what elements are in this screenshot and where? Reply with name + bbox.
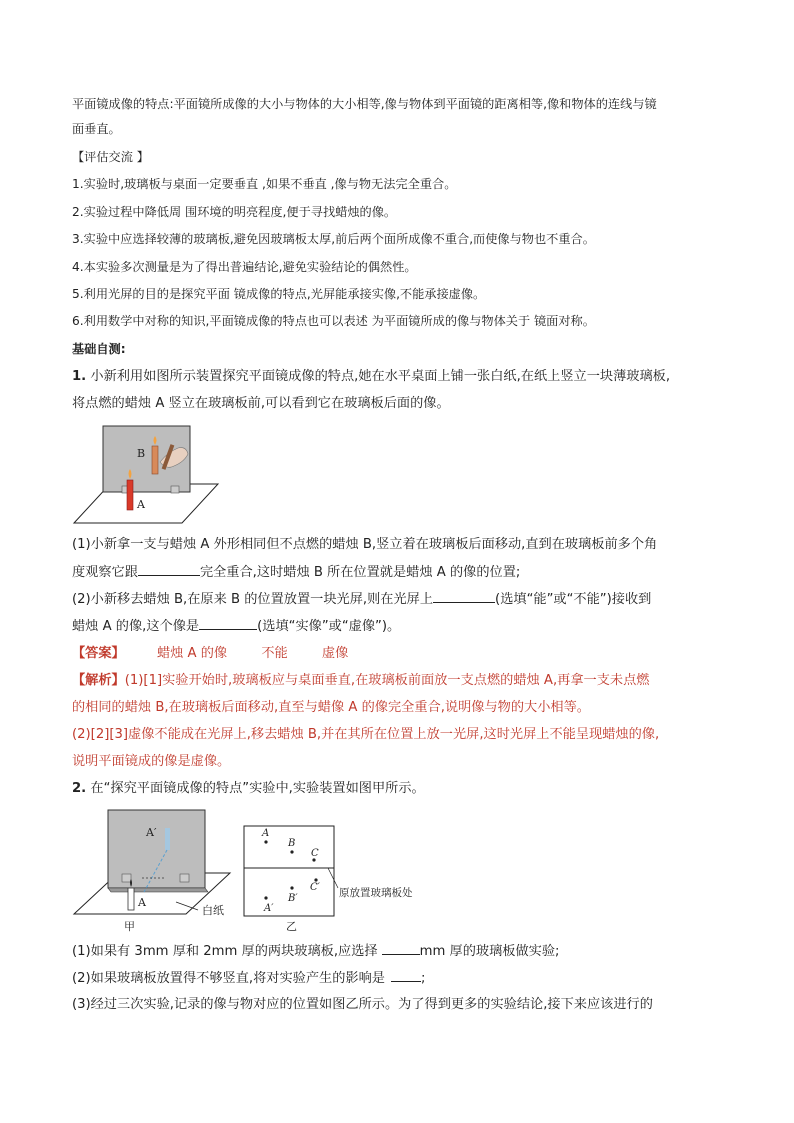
eval-item: 4.本实验多次测量是为了得出普遍结论,避免实验结论的偶然性。 <box>72 260 417 274</box>
answer-label: 【答案】 <box>72 646 125 661</box>
label-b: B <box>137 447 146 460</box>
eval-item: 5.利用光屏的目的是探究平面 镜成像的特点,光屏能承接实像,不能承接虚像。 <box>72 287 486 301</box>
q1-stem-line-1 <box>72 368 670 385</box>
basic-test-header: 基础自测: <box>72 342 126 356</box>
q1-figure <box>72 422 222 526</box>
q2-number: 2. <box>72 781 87 796</box>
intro-line-1: 平面镜成像的特点:平面镜所成像的大小与物体的大小相等,像与物体到平面镜的距离相等,像和物体的连线与镜 <box>72 97 657 111</box>
answer-blank[interactable] <box>199 617 257 630</box>
analysis-line-3: (2)[2][3]虚像不能成在光屏上,移去蜡烛 B,并在其所在位置上放一光屏,这时光屏上不能呈现蜡烛的像, <box>72 727 660 742</box>
q2-stem: 2. 在“探究平面镜成像的特点”实验中,实验装置如图甲所示。 <box>72 781 425 796</box>
answer-blank[interactable] <box>382 942 420 955</box>
analysis-label: 【解析】 <box>72 673 125 688</box>
answer-blank[interactable] <box>433 590 495 603</box>
candle-a <box>127 480 133 510</box>
q2-figure-yi <box>242 822 442 934</box>
analysis-line-4: 说明平面镜成的像是虚像。 <box>72 754 231 769</box>
q2-figure-jia <box>72 806 242 934</box>
q1-sub2-line-1: (2)小新移去蜡烛 B,在原来 B 的位置放置一块光屏,则在光屏上 (选填“能”或“不能”)接收到 <box>72 592 652 607</box>
q1-stem-line-2: 将点燃的蜡烛 A 竖立在玻璃板前,可以看到它在玻璃板后面的像。 <box>72 396 450 411</box>
glass-label: 原放置玻璃板处 <box>339 887 413 899</box>
answer-blank[interactable] <box>391 969 421 982</box>
eval-header: 【评估交流 】 <box>72 150 149 164</box>
label-a: A <box>138 896 146 909</box>
answer-2: 不能 <box>261 646 288 661</box>
q2-sub3: (3)经过三次实验,记录的像与物对应的位置如图乙所示。为了得到更多的实验结论,接下来应该进行的 <box>72 997 653 1012</box>
analysis-line-1: 【解析】(1)[1]实验开始时,玻璃板应与桌面垂直,在玻璃板前面放一支点燃的蜡烛 A,再拿一支未点燃 <box>72 673 650 688</box>
eval-item: 3.实验中应选择较薄的玻璃板,避免因玻璃板太厚,前后两个面所成像不重合,而使像与物也不重合。 <box>72 232 595 246</box>
analysis-line-2: 的相同的蜡烛 B,在玻璃板后面移动,直至与蜡像 A 的像完全重合,说明像与物的大小相等。 <box>72 700 590 715</box>
q1-sub2-line-2: 蜡烛 A 的像,这个像是 (选填“实像”或“虚像”)。 <box>72 619 401 634</box>
q1-sub1-line-1: (1)小新拿一支与蜡烛 A 外形相同但不点燃的蜡烛 B,竖立着在玻璃板后面移动,直到在玻璃板前多个角 <box>72 537 658 552</box>
point-b-prime: B′ <box>288 893 298 904</box>
caption-jia: 甲 <box>124 920 135 933</box>
q1-number: 1. <box>72 369 87 384</box>
answer-3: 虚像 <box>321 646 349 661</box>
point-c: C <box>311 848 319 859</box>
candle-image <box>165 828 170 850</box>
intro-line-2: 面垂直。 <box>72 122 121 136</box>
point-a-prime: A′ <box>264 903 274 914</box>
point-b: B <box>288 838 296 849</box>
q1-stem-text: 小新利用如图所示装置探究平面镜成像的特点,她在水平桌面上铺一张白纸,在纸上竖立一块薄玻璃板, <box>90 369 671 384</box>
point-c-prime: C′ <box>310 882 320 893</box>
caption-yi: 乙 <box>286 920 297 933</box>
eval-item: 1.实验时,玻璃板与桌面一定要垂直 ,如果不垂直 ,像与物无法完全重合。 <box>72 177 457 191</box>
q2-sub1: (1)如果有 3mm 厚和 2mm 厚的两块玻璃板,应选择 mm 厚的玻璃板做实验; <box>72 944 560 959</box>
label-a-prime: A′ <box>146 826 157 839</box>
q1-answer-row <box>72 645 348 662</box>
paper-label: 白纸 <box>202 904 224 917</box>
candle-b-image <box>152 446 158 474</box>
q1-sub1-line-2: 度观察它跟 完全重合,这时蜡烛 B 所在位置就是蜡烛 A 的像的位置; <box>72 565 521 580</box>
candle-a <box>128 888 134 910</box>
answer-blank[interactable] <box>138 563 200 576</box>
label-a: A <box>137 498 145 511</box>
q2-sub2: (2)如果玻璃板放置得不够竖直,将对实验产生的影响是 ; <box>72 971 426 986</box>
eval-item: 2.实验过程中降低周 围环境的明亮程度,便于寻找蜡烛的像。 <box>72 205 397 219</box>
answer-1: 蜡烛 A 的像 <box>156 646 228 661</box>
point-a: A <box>262 828 270 839</box>
eval-item: 6.利用数学中对称的知识,平面镜成像的特点也可以表述 为平面镜所成的像与物体关于 镜面对称。 <box>72 314 595 328</box>
